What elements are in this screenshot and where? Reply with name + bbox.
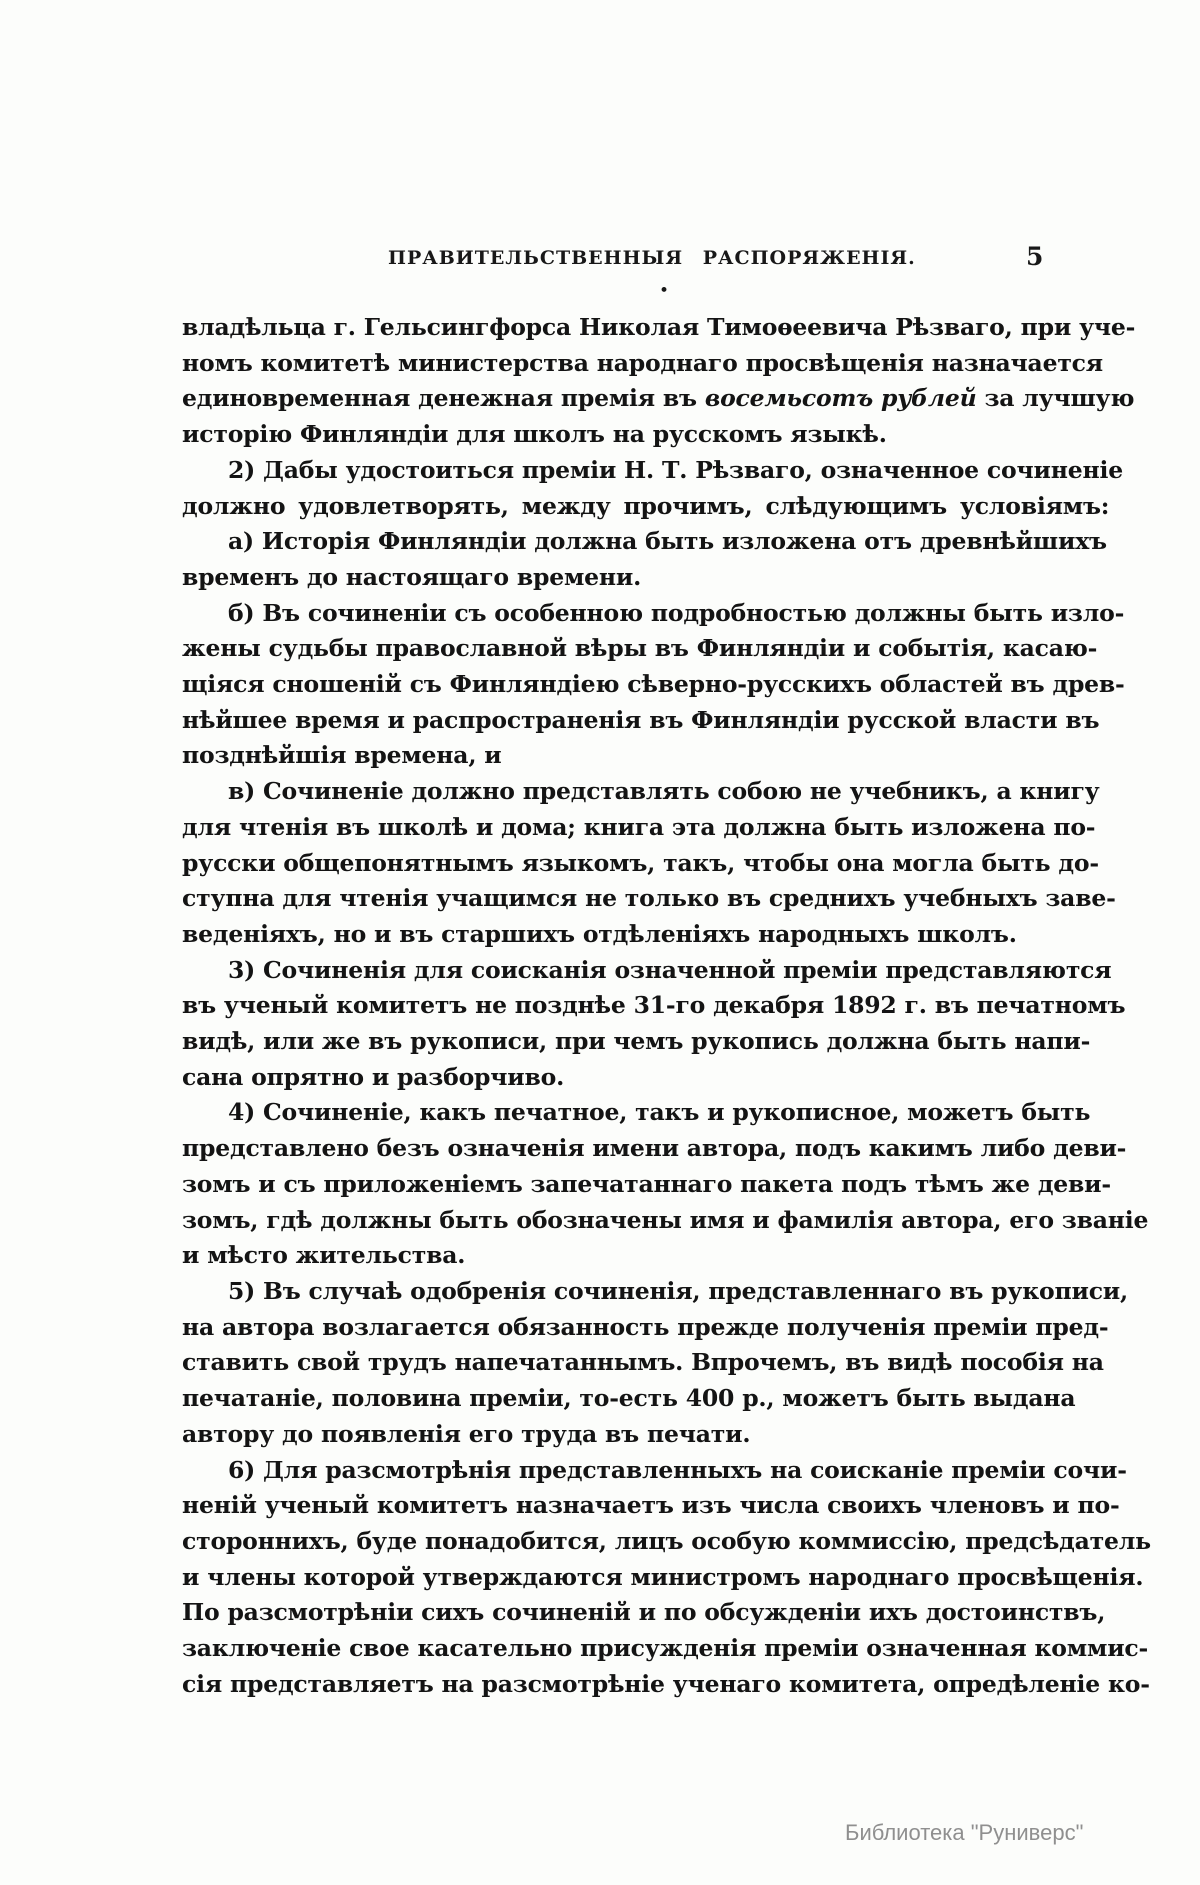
text-line: заключеніе свое касательно присужденія преміи означенная коммис- xyxy=(182,1634,1149,1663)
text-block xyxy=(182,310,1151,1702)
text-line: зомъ и съ приложеніемъ запечатаннаго пакета подъ тѣмъ же деви- xyxy=(182,1169,1111,1198)
text-line: и мѣсто жительства. xyxy=(182,1241,466,1270)
text-line: русски общепонятнымъ языкомъ, такъ, чтобы она могла быть до- xyxy=(182,848,1099,877)
text-line: для чтенія въ школѣ и дома; книга эта должна быть изложена по- xyxy=(182,812,1096,841)
paragraph xyxy=(182,596,1125,775)
text-line: щіяся сношеній съ Финляндіею сѣверно-русскихъ областей въ древ- xyxy=(182,670,1125,699)
text-line: исторію Финляндіи для школъ на русскомъ языкѣ. xyxy=(182,420,887,449)
text-line: в) Сочиненіе должно представлять собою не учебникъ, а книгу xyxy=(228,777,1100,806)
text-line: единовременная денежная премія въ восемьсотъ рублей за лучшую xyxy=(182,384,1135,413)
text-line: видѣ, или же въ рукописи, при чемъ рукопись должна быть напи- xyxy=(182,1027,1091,1056)
text-line: б) Въ сочиненіи съ особенною подробностью должны быть изло- xyxy=(228,598,1125,627)
text-line: веденіяхъ, но и въ старшихъ отдѣленіяхъ народныхъ школъ. xyxy=(182,919,1017,948)
text-line: номъ комитетѣ министерства народнаго просвѣщенія назначается xyxy=(182,348,1103,377)
paragraph xyxy=(182,310,1136,453)
text-line: сія представляетъ на разсмотрѣніе ученаго комитета, опредѣленіе ко- xyxy=(182,1669,1150,1698)
text-line: позднѣйшія времена, и xyxy=(182,741,502,770)
text-line: 2) Дабы удостоиться преміи Н. Т. Рѣзваго, означенное сочиненіе xyxy=(228,455,1123,484)
paragraph xyxy=(182,1095,1149,1274)
text-line: нѣйшее время и распространенія въ Финляндіи русской власти въ xyxy=(182,705,1100,734)
text-line: на автора возлагается обязанность прежде полученія преміи пред- xyxy=(182,1312,1109,1341)
text-line: печатаніе, половина преміи, то-есть 400 р., можетъ быть выдана xyxy=(182,1384,1076,1413)
text-line: временъ до настоящаго времени. xyxy=(182,562,642,591)
text-line: зомъ, гдѣ должны быть обозначены имя и фамилія автора, его званіе xyxy=(182,1205,1149,1234)
text-line: а) Исторія Финляндіи должна быть изложена отъ древнѣйшихъ xyxy=(228,527,1107,556)
library-watermark: Библиотека "Руниверс" xyxy=(845,1820,1084,1845)
text-line: 6) Для разсмотрѣнія представленныхъ на соисканіе преміи сочи- xyxy=(228,1455,1127,1484)
text-line: жены судьбы православной вѣры въ Финляндіи и событія, касаю- xyxy=(182,634,1098,663)
paragraph xyxy=(182,524,1107,595)
separator-dot: • xyxy=(659,281,670,301)
text-line: По разсмотрѣніи сихъ сочиненій и по обсужденіи ихъ достоинствъ, xyxy=(182,1598,1106,1627)
text-line: 4) Сочиненіе, какъ печатное, такъ и рукописное, можетъ быть xyxy=(228,1098,1091,1127)
text-line: представлено безъ означенія имени автора, подъ какимъ либо деви- xyxy=(182,1134,1127,1163)
text-line: сана опрятно и разборчиво. xyxy=(182,1062,565,1091)
text-line: и члены которой утверждаются министромъ народнаго просвѣщенія. xyxy=(182,1562,1144,1591)
text-line: стороннихъ, буде понадобится, лицъ особую коммиссію, предсѣдатель xyxy=(182,1526,1151,1555)
text-line: въ ученый комитетъ не позднѣе 31-го декабря 1892 г. въ печатномъ xyxy=(182,991,1126,1020)
paragraph xyxy=(182,953,1126,1096)
text-line: 5) Въ случаѣ одобренія сочиненія, представленнаго въ рукописи, xyxy=(228,1276,1129,1305)
text-line: владѣльца г. Гельсингфорса Николая Тимоѳеевича Рѣзваго, при уче- xyxy=(182,313,1136,341)
running-header: ПРАВИТЕЛЬСТВЕННЫЯ РАСПОРЯЖЕНІЯ. xyxy=(388,247,916,269)
text-line: автору до появленія его труда въ печати. xyxy=(182,1419,751,1448)
text-line: 3) Сочиненія для соисканія означенной преміи представляются xyxy=(228,955,1112,984)
text-line: ступна для чтенія учащимся не только въ среднихъ учебныхъ заве- xyxy=(182,884,1116,913)
text-line: ставить свой трудъ напечатаннымъ. Впрочемъ, въ видѣ пособія на xyxy=(182,1348,1104,1377)
paragraph xyxy=(182,453,1123,524)
text-line: должно удовлетворять, между прочимъ, слѣдующимъ условіямъ: xyxy=(182,491,1110,520)
page-number: 5 xyxy=(1026,242,1044,271)
paragraph xyxy=(182,1453,1151,1703)
paragraph xyxy=(182,774,1116,953)
paragraph xyxy=(182,1274,1129,1453)
text-line: неній ученый комитетъ назначаетъ изъ числа своихъ членовъ и по- xyxy=(182,1491,1120,1520)
